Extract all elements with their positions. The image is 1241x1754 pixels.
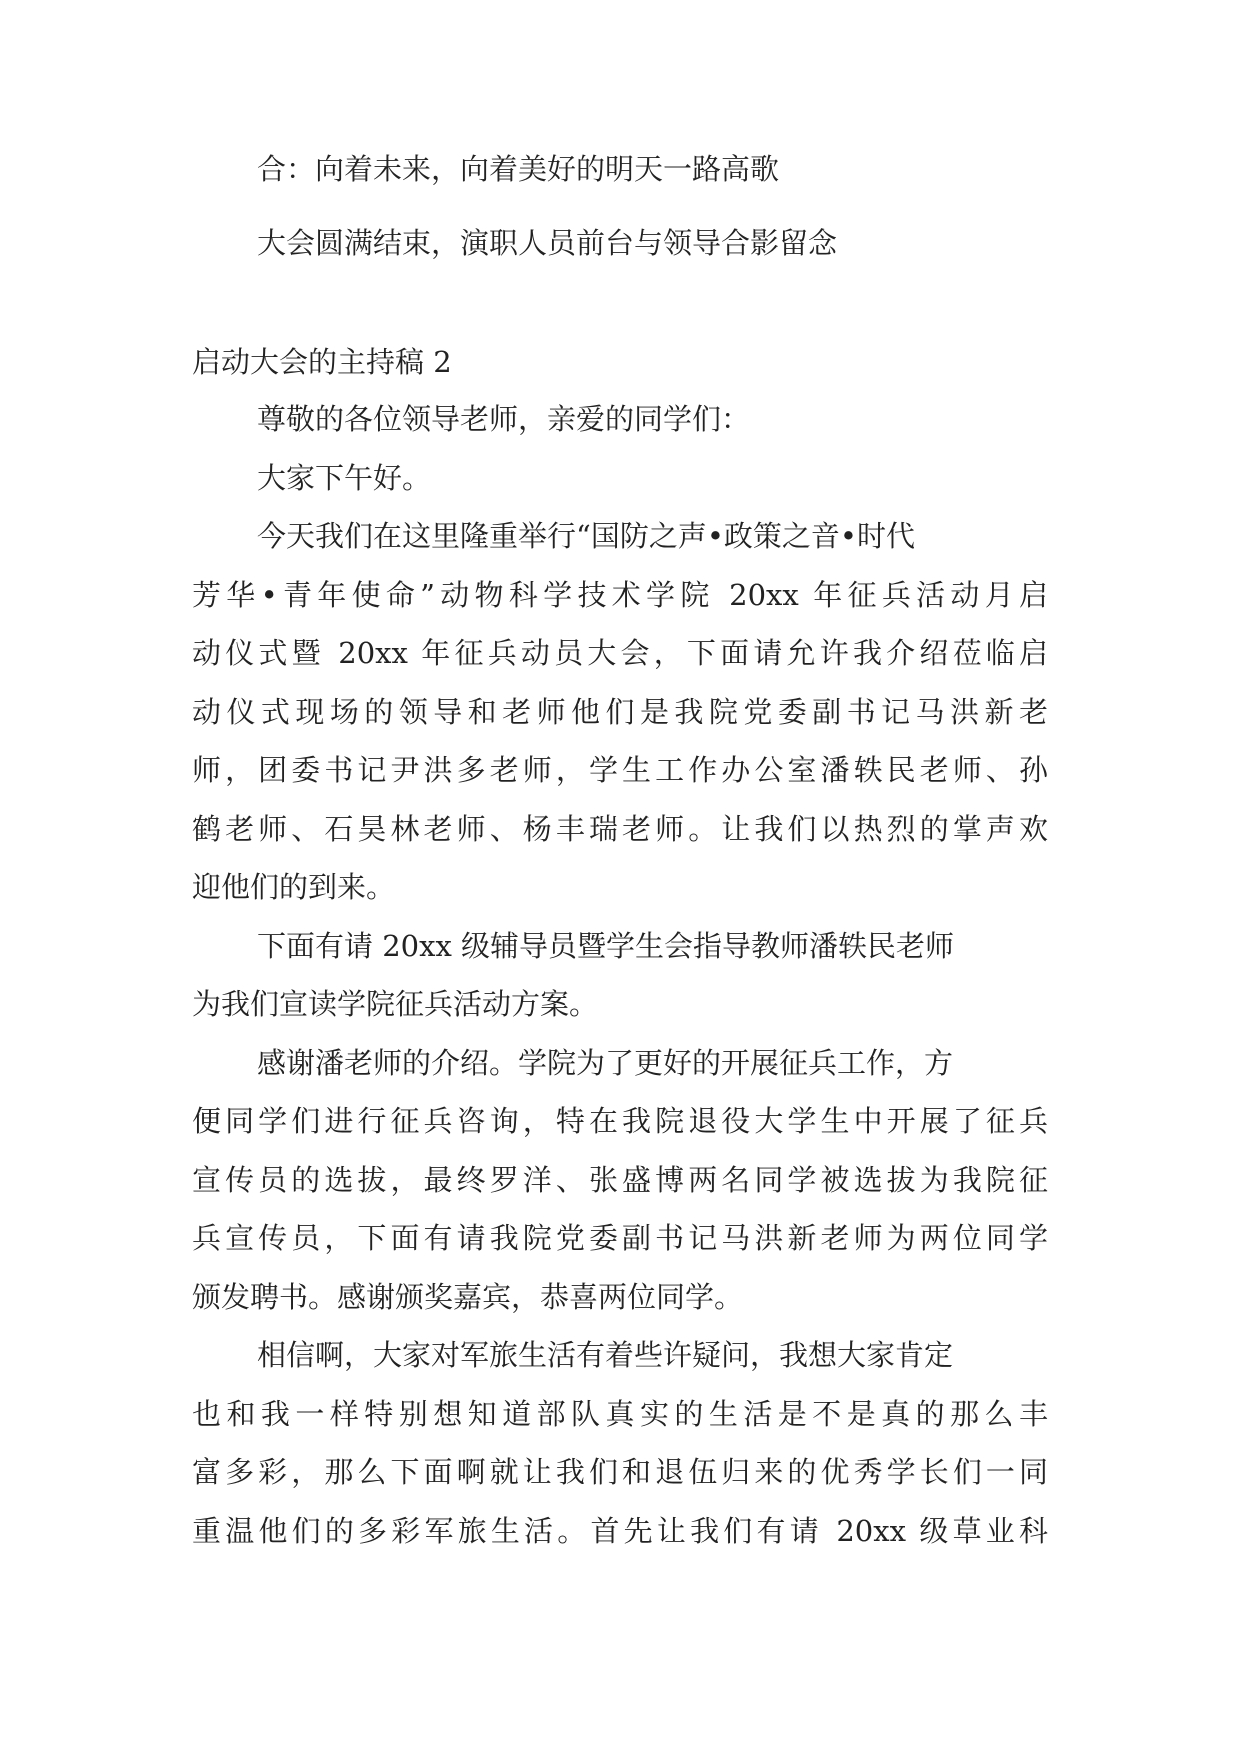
paragraph-line: 相信啊，大家对军旅生活有着些许疑问，我想大家肯定 [257,1338,954,1372]
paragraph-line: 兵宣传员，下面有请我院党委副书记马洪新老师为两位同学 [192,1221,1048,1255]
paragraph-line: 迎他们的到来。 [192,870,396,904]
paragraph-line: 鹤老师、石昊林老师、杨丰瑞老师。让我们以热烈的掌声欢 [192,812,1048,846]
hello-line: 大家下午好。 [257,461,432,495]
paragraph-line: 下面有请 20xx 级辅导员暨学生会指导教师潘轶民老师 [257,929,955,963]
greeting-line: 尊敬的各位领导老师，亲爱的同学们： [257,402,751,436]
paragraph-line: 富多彩，那么下面啊就让我们和退伍归来的优秀学长们一同 [192,1455,1048,1489]
paragraph-line: 宣传员的选拔，最终罗洋、张盛博两名同学被选拔为我院征 [192,1163,1048,1197]
paragraph-line: 芳华•青年使命”动物科学技术学院 20xx 年征兵活动月启 [192,578,1048,612]
paragraph-line: 师，团委书记尹洪多老师，学生工作办公室潘轶民老师、孙 [192,753,1048,787]
closing-line-chorus: 合：向着未来，向着美好的明天一路高歌 [257,152,780,186]
paragraph-line: 动仪式暨 20xx 年征兵动员大会，下面请允许我介绍莅临启 [192,636,1048,670]
closing-line-photo: 大会圆满结束，演职人员前台与领导合影留念 [257,226,838,260]
paragraph-line: 感谢潘老师的介绍。学院为了更好的开展征兵工作，方 [257,1046,954,1080]
paragraph-line: 为我们宣读学院征兵活动方案。 [192,987,599,1021]
paragraph-line: 动仪式现场的领导和老师他们是我院党委副书记马洪新老 [192,695,1048,729]
paragraph-line: 重温他们的多彩军旅生活。首先让我们有请 20xx 级草业科 [192,1514,1048,1548]
paragraph-line: 今天我们在这里隆重举行“国防之声•政策之音•时代 [257,519,916,553]
paragraph-line: 便同学们进行征兵咨询，特在我院退役大学生中开展了征兵 [192,1104,1048,1138]
section-heading: 启动大会的主持稿 2 [192,345,452,379]
paragraph-line: 颁发聘书。感谢颁奖嘉宾，恭喜两位同学。 [192,1280,744,1314]
paragraph-line: 也和我一样特别想知道部队真实的生活是不是真的那么丰 [192,1397,1048,1431]
